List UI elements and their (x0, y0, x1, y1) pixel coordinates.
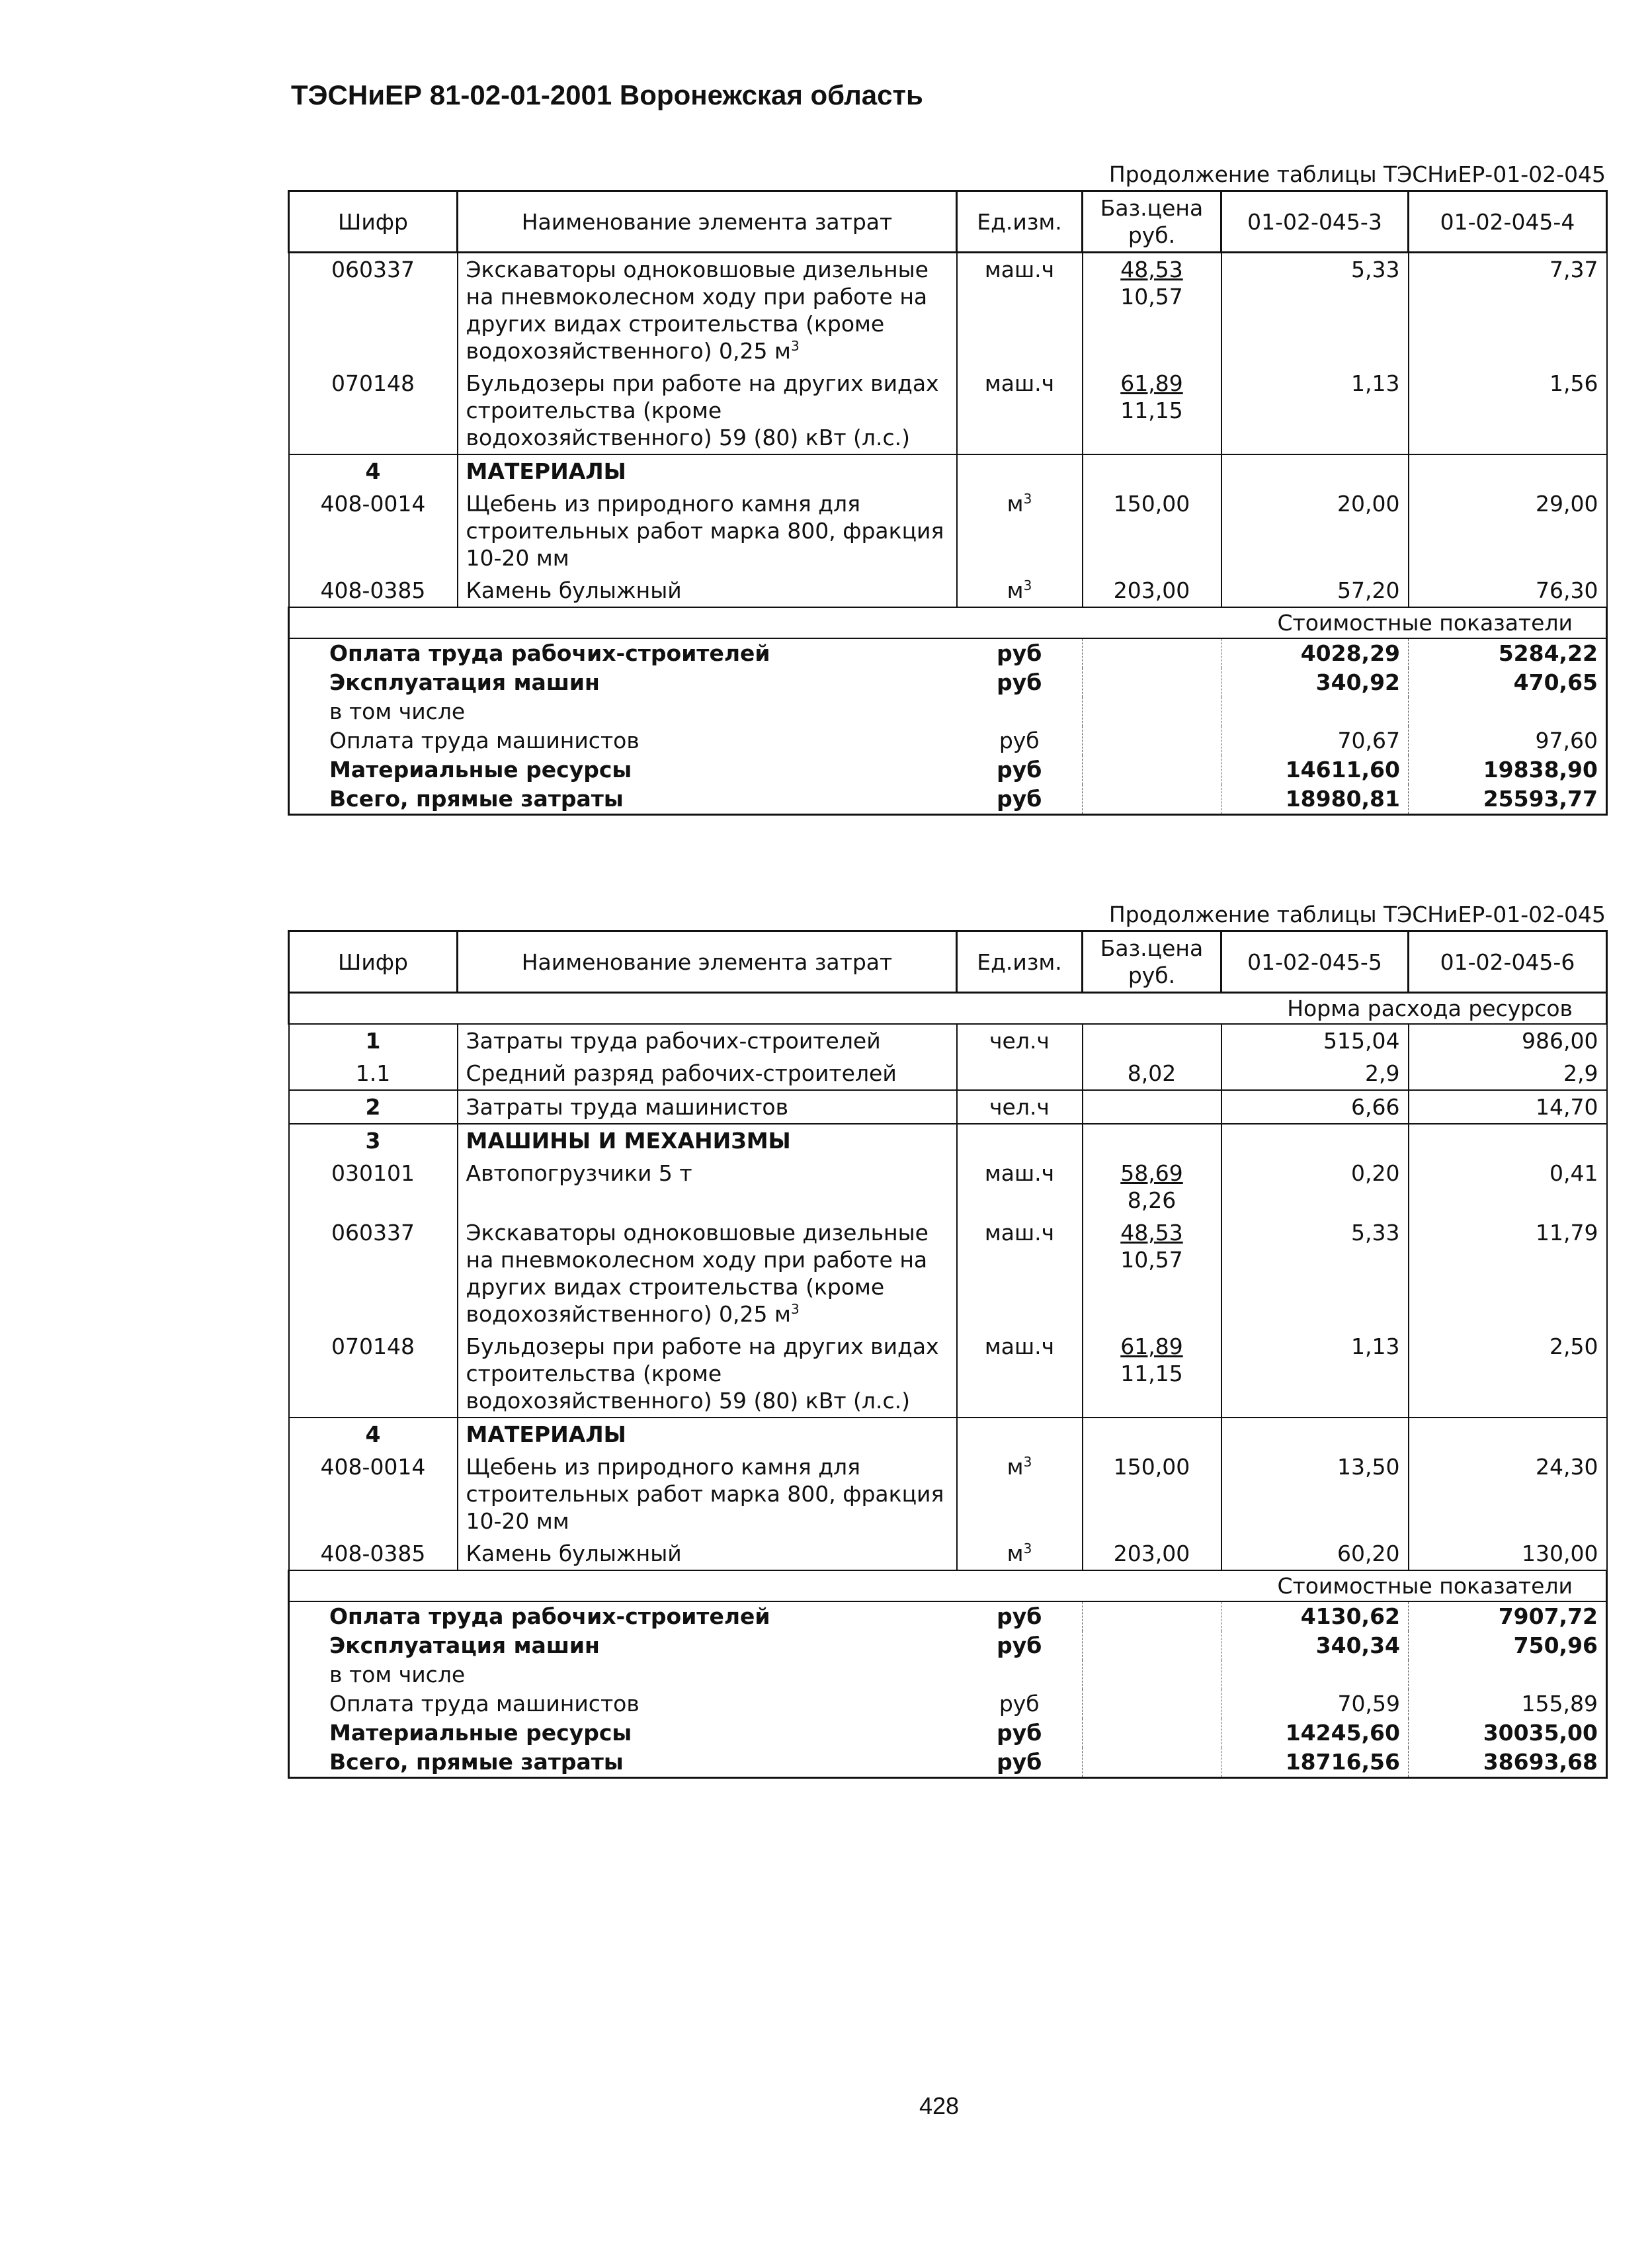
summary-row (289, 638, 1607, 668)
row-unit-superscript: 3 (1023, 491, 1032, 507)
row-value-a: 0,20 (1221, 1157, 1409, 1216)
summary-price (1083, 1719, 1221, 1748)
cost-banner-row (289, 1570, 1607, 1601)
row-value-a: 6,66 (1221, 1090, 1409, 1124)
col-header-name: Наименование элемента затрат (458, 191, 957, 253)
summary-label: в том числе (289, 1660, 957, 1689)
cost-banner-row (289, 607, 1607, 638)
summary-unit: руб (957, 785, 1083, 815)
row-code: 408-0014 (289, 1451, 458, 1537)
summary-value-a (1221, 1660, 1409, 1689)
summary-row (289, 755, 1607, 785)
col-header-b: 01-02-045-6 (1409, 931, 1607, 993)
table-row (289, 1057, 1607, 1090)
row-name-text: Камень булыжный (466, 577, 682, 603)
summary-row (289, 1601, 1607, 1631)
row-value-a: 20,00 (1221, 488, 1409, 574)
summary-row (289, 1660, 1607, 1689)
row-price (1083, 1057, 1221, 1090)
summary-price (1083, 1631, 1221, 1660)
table1-header-row (289, 191, 1607, 253)
row-name-text: Затраты труда рабочих-строителей (466, 1028, 881, 1054)
row-value-a: 57,20 (1221, 574, 1409, 607)
summary-value-a: 70,59 (1221, 1689, 1409, 1719)
summary-row (289, 726, 1607, 755)
row-unit (957, 1124, 1083, 1157)
row-name (458, 454, 957, 488)
summary-value-b: 7907,72 (1409, 1601, 1607, 1631)
row-unit (957, 367, 1083, 454)
summary-value-b: 38693,68 (1409, 1748, 1607, 1778)
summary-value-b: 30035,00 (1409, 1719, 1607, 1748)
summary-value-b: 470,65 (1409, 668, 1607, 697)
cost-banner: Стоимостные показатели (289, 607, 1607, 638)
summary-price (1083, 697, 1221, 726)
norm-banner-row (289, 993, 1607, 1025)
row-name-text: Бульдозеры при работе на других видах строительства (кроме водохозяйственного) 59 (80) кВт (л.с.) (466, 370, 939, 450)
row-price-current: 61,89 (1120, 1334, 1183, 1359)
summary-row (289, 1719, 1607, 1748)
row-unit (957, 454, 1083, 488)
row-name (458, 1090, 957, 1124)
summary-row (289, 785, 1607, 815)
row-value-b (1409, 454, 1607, 488)
row-value-b (1409, 1418, 1607, 1451)
row-price-current: 58,69 (1120, 1160, 1183, 1186)
row-value-a (1221, 1124, 1409, 1157)
row-value-a: 1,13 (1221, 367, 1409, 454)
row-unit-text: маш.ч (984, 1160, 1055, 1186)
row-price (1083, 574, 1221, 607)
col-header-code: Шифр (289, 931, 458, 993)
row-price (1083, 1124, 1221, 1157)
row-unit (957, 1090, 1083, 1124)
summary-value-a: 14611,60 (1221, 755, 1409, 785)
row-code: 030101 (289, 1157, 458, 1216)
summary-value-a: 4028,29 (1221, 638, 1409, 668)
summary-unit (957, 1660, 1083, 1689)
summary-price (1083, 726, 1221, 755)
row-value-b: 11,79 (1409, 1216, 1607, 1330)
row-price-wage: 10,57 (1120, 284, 1183, 310)
row-name (458, 1124, 957, 1157)
row-unit-text: м (1007, 577, 1024, 603)
summary-unit: руб (957, 1689, 1083, 1719)
row-price (1083, 1451, 1221, 1537)
row-name-text: Автопогрузчики 5 т (466, 1160, 692, 1186)
summary-label: Оплата труда машинистов (289, 726, 957, 755)
row-value-b: 76,30 (1409, 574, 1607, 607)
cost-banner: Стоимостные показатели (289, 1570, 1607, 1601)
row-name-text: МАТЕРИАЛЫ (466, 1422, 626, 1447)
table1 (288, 190, 1608, 816)
row-code: 2 (289, 1090, 458, 1124)
row-value-b: 130,00 (1409, 1537, 1607, 1570)
row-value-b: 29,00 (1409, 488, 1607, 574)
row-code: 4 (289, 1418, 458, 1451)
table-row (289, 1157, 1607, 1216)
row-price-value: 203,00 (1113, 577, 1190, 603)
row-price-current: 48,53 (1120, 1220, 1183, 1246)
table-row (289, 488, 1607, 574)
summary-value-a: 4130,62 (1221, 1601, 1409, 1631)
row-value-a (1221, 1418, 1409, 1451)
summary-price (1083, 1748, 1221, 1778)
summary-label: Всего, прямые затраты (289, 1748, 957, 1778)
row-value-b: 0,41 (1409, 1157, 1607, 1216)
summary-label: Оплата труда рабочих-строителей (289, 1601, 957, 1631)
row-price (1083, 454, 1221, 488)
row-name (458, 1024, 957, 1057)
summary-value-b (1409, 1660, 1607, 1689)
document-title: ТЭСНиЕР 81-02-01-2001 Воронежская область (291, 79, 923, 110)
row-unit-superscript: 3 (1023, 577, 1032, 593)
table2-caption: Продолжение таблицы ТЭСНиЕР-01-02-045 (1108, 902, 1606, 927)
row-name-text: Камень булыжный (466, 1541, 682, 1566)
table-row (289, 1418, 1607, 1451)
summary-row (289, 697, 1607, 726)
summary-value-a: 340,34 (1221, 1631, 1409, 1660)
row-name-text: Щебень из природного камня для строительных работ марка 800, фракция 10-20 мм (466, 491, 944, 571)
summary-row (289, 1631, 1607, 1660)
col-header-a: 01-02-045-5 (1221, 931, 1409, 993)
row-name (458, 574, 957, 607)
table-row (289, 1216, 1607, 1330)
row-unit-text: м (1007, 491, 1024, 517)
row-unit (957, 1418, 1083, 1451)
row-price (1083, 253, 1221, 368)
row-code: 1 (289, 1024, 458, 1057)
row-price-value: 203,00 (1113, 1541, 1190, 1566)
summary-value-b: 5284,22 (1409, 638, 1607, 668)
norm-banner: Норма расхода ресурсов (289, 993, 1607, 1025)
summary-unit: руб (957, 726, 1083, 755)
row-unit (957, 253, 1083, 368)
row-name-text: Средний разряд рабочих-строителей (466, 1060, 897, 1086)
summary-price (1083, 785, 1221, 815)
row-value-a: 60,20 (1221, 1537, 1409, 1570)
row-value-b: 24,30 (1409, 1451, 1607, 1537)
row-name (458, 1216, 957, 1330)
row-price-current: 48,53 (1120, 257, 1183, 282)
row-price-wage: 11,15 (1120, 398, 1183, 423)
summary-unit: руб (957, 1748, 1083, 1778)
row-price (1083, 488, 1221, 574)
summary-price (1083, 638, 1221, 668)
row-unit (957, 1330, 1083, 1418)
summary-price (1083, 1660, 1221, 1689)
row-name (458, 1418, 957, 1451)
row-name (458, 1330, 957, 1418)
row-name (458, 1451, 957, 1537)
summary-row (289, 668, 1607, 697)
row-price (1083, 1537, 1221, 1570)
row-code: 070148 (289, 1330, 458, 1418)
summary-value-b: 155,89 (1409, 1689, 1607, 1719)
summary-unit: руб (957, 638, 1083, 668)
row-price (1083, 367, 1221, 454)
summary-unit: руб (957, 1719, 1083, 1748)
row-price (1083, 1157, 1221, 1216)
table1-caption: Продолжение таблицы ТЭСНиЕР-01-02-045 (1108, 161, 1606, 187)
row-name (458, 1157, 957, 1216)
row-value-b: 2,50 (1409, 1330, 1607, 1418)
row-name (458, 253, 957, 368)
row-name-text: Экскаваторы одноковшовые дизельные на пневмоколесном ходу при работе на других видах строительства (кроме водохозяйственного) 0,25 м (466, 257, 929, 364)
summary-row (289, 1689, 1607, 1719)
row-value-b: 7,37 (1409, 253, 1607, 368)
row-value-a (1221, 454, 1409, 488)
row-unit-text: чел.ч (989, 1094, 1050, 1120)
row-price-value: 150,00 (1113, 1454, 1190, 1480)
summary-label: Материальные ресурсы (289, 1719, 957, 1748)
summary-unit: руб (957, 668, 1083, 697)
summary-label: Всего, прямые затраты (289, 785, 957, 815)
col-header-unit: Ед.изм. (957, 191, 1083, 253)
summary-value-b (1409, 697, 1607, 726)
table-row (289, 1451, 1607, 1537)
row-name-superscript: 3 (790, 1301, 800, 1317)
row-name (458, 488, 957, 574)
summary-label: Оплата труда рабочих-строителей (289, 638, 957, 668)
row-unit (957, 1451, 1083, 1537)
table2-body (289, 993, 1607, 1778)
row-name-text: Бульдозеры при работе на других видах строительства (кроме водохозяйственного) 59 (80) кВт (л.с.) (466, 1334, 939, 1414)
table-row (289, 1537, 1607, 1570)
row-code: 060337 (289, 1216, 458, 1330)
col-header-a: 01-02-045-3 (1221, 191, 1409, 253)
row-name-text: МАТЕРИАЛЫ (466, 458, 626, 484)
row-unit (957, 574, 1083, 607)
summary-label: Эксплуатация машин (289, 1631, 957, 1660)
row-price-wage: 10,57 (1120, 1247, 1183, 1273)
table-row (289, 1330, 1607, 1418)
page-number: 428 (919, 2092, 960, 2119)
row-value-b (1409, 1124, 1607, 1157)
row-unit-text: маш.ч (984, 1220, 1055, 1246)
row-name-text: Щебень из природного камня для строительных работ марка 800, фракция 10-20 мм (466, 1454, 944, 1534)
row-value-a: 515,04 (1221, 1024, 1409, 1057)
row-price-current: 61,89 (1120, 370, 1183, 396)
row-code: 3 (289, 1124, 458, 1157)
row-value-a: 5,33 (1221, 253, 1409, 368)
summary-label: Материальные ресурсы (289, 755, 957, 785)
row-code: 060337 (289, 253, 458, 368)
table-row (289, 1024, 1607, 1057)
col-header-price: Баз.цена руб. (1083, 191, 1221, 253)
col-header-unit: Ед.изм. (957, 931, 1083, 993)
table-row (289, 367, 1607, 454)
row-value-a: 1,13 (1221, 1330, 1409, 1418)
row-unit-superscript: 3 (1023, 1541, 1032, 1556)
row-unit (957, 1157, 1083, 1216)
row-name-superscript: 3 (790, 338, 800, 354)
summary-value-a: 70,67 (1221, 726, 1409, 755)
row-unit-superscript: 3 (1023, 1454, 1032, 1470)
col-header-code: Шифр (289, 191, 458, 253)
summary-value-a: 18980,81 (1221, 785, 1409, 815)
row-name (458, 1537, 957, 1570)
table-row (289, 574, 1607, 607)
table2 (288, 930, 1608, 1779)
col-header-b: 01-02-045-4 (1409, 191, 1607, 253)
row-price-value: 150,00 (1113, 491, 1190, 517)
summary-value-a: 18716,56 (1221, 1748, 1409, 1778)
row-unit-text: маш.ч (984, 370, 1055, 396)
row-value-a: 13,50 (1221, 1451, 1409, 1537)
row-name (458, 367, 957, 454)
col-header-name: Наименование элемента затрат (458, 931, 957, 993)
table-row (289, 454, 1607, 488)
row-price-value: 8,02 (1127, 1060, 1177, 1086)
row-price (1083, 1090, 1221, 1124)
summary-unit: руб (957, 1631, 1083, 1660)
table2-header-row (289, 931, 1607, 993)
summary-unit: руб (957, 1601, 1083, 1631)
row-code: 408-0385 (289, 1537, 458, 1570)
col-header-price: Баз.цена руб. (1083, 931, 1221, 993)
row-code: 1.1 (289, 1057, 458, 1090)
row-code: 408-0385 (289, 574, 458, 607)
summary-value-b: 97,60 (1409, 726, 1607, 755)
row-unit (957, 488, 1083, 574)
row-name-text: Затраты труда машинистов (466, 1094, 789, 1120)
row-code: 070148 (289, 367, 458, 454)
row-name-text: Экскаваторы одноковшовые дизельные на пневмоколесном ходу при работе на других видах строительства (кроме водохозяйственного) 0,25 м (466, 1220, 929, 1327)
row-price-wage: 8,26 (1127, 1187, 1177, 1213)
row-unit-text: м (1007, 1541, 1024, 1566)
summary-value-a: 14245,60 (1221, 1719, 1409, 1748)
summary-value-b: 25593,77 (1409, 785, 1607, 815)
row-value-a: 2,9 (1221, 1057, 1409, 1090)
summary-value-b: 750,96 (1409, 1631, 1607, 1660)
summary-label: в том числе (289, 697, 957, 726)
row-value-b: 2,9 (1409, 1057, 1607, 1090)
row-value-b: 14,70 (1409, 1090, 1607, 1124)
row-unit (957, 1537, 1083, 1570)
table1-body (289, 253, 1607, 815)
summary-label: Оплата труда машинистов (289, 1689, 957, 1719)
summary-price (1083, 755, 1221, 785)
row-unit (957, 1057, 1083, 1090)
row-price (1083, 1024, 1221, 1057)
row-unit-text: м (1007, 1454, 1024, 1480)
row-value-a: 5,33 (1221, 1216, 1409, 1330)
row-value-b: 986,00 (1409, 1024, 1607, 1057)
summary-unit: руб (957, 755, 1083, 785)
row-price (1083, 1330, 1221, 1418)
summary-value-b: 19838,90 (1409, 755, 1607, 785)
row-unit-text: маш.ч (984, 1334, 1055, 1359)
row-code: 408-0014 (289, 488, 458, 574)
summary-price (1083, 668, 1221, 697)
row-name-text: МАШИНЫ И МЕХАНИЗМЫ (466, 1128, 791, 1154)
row-unit (957, 1024, 1083, 1057)
summary-value-a (1221, 697, 1409, 726)
row-unit-text: чел.ч (989, 1028, 1050, 1054)
row-price-wage: 11,15 (1120, 1361, 1183, 1386)
row-unit (957, 1216, 1083, 1330)
row-price (1083, 1418, 1221, 1451)
summary-unit (957, 697, 1083, 726)
row-unit-text: маш.ч (984, 257, 1055, 282)
table-row (289, 253, 1607, 368)
table-row (289, 1124, 1607, 1157)
summary-price (1083, 1689, 1221, 1719)
row-value-b: 1,56 (1409, 367, 1607, 454)
row-code: 4 (289, 454, 458, 488)
summary-label: Эксплуатация машин (289, 668, 957, 697)
row-price (1083, 1216, 1221, 1330)
summary-row (289, 1748, 1607, 1778)
summary-value-a: 340,92 (1221, 668, 1409, 697)
table-row (289, 1090, 1607, 1124)
summary-price (1083, 1601, 1221, 1631)
row-name (458, 1057, 957, 1090)
